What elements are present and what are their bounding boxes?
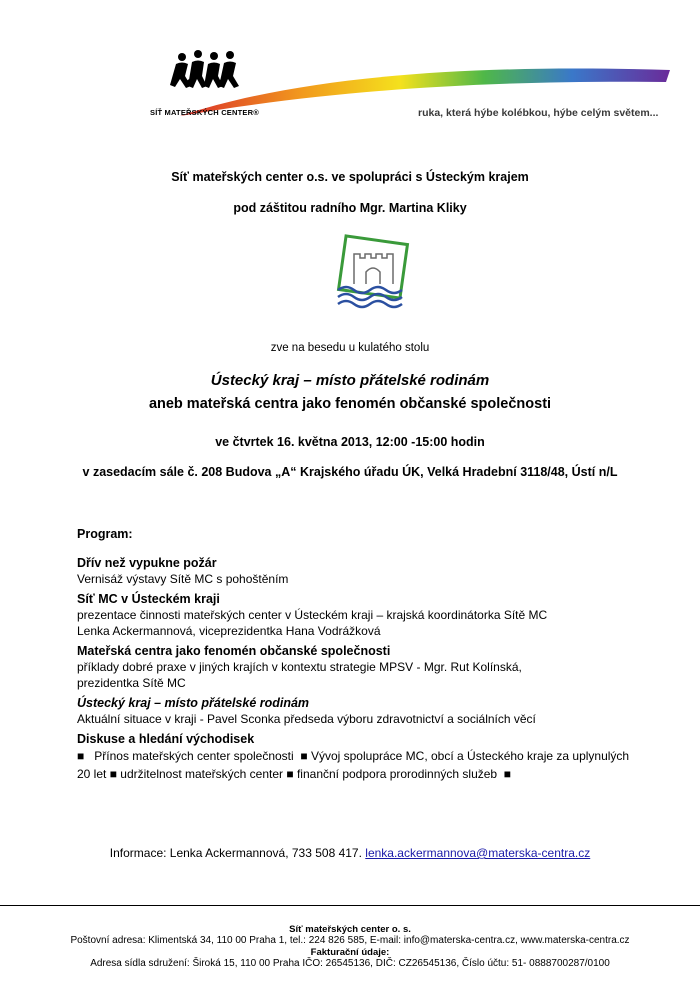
intro-line-2: pod záštitou radního Mgr. Martina Kliky <box>233 201 467 215</box>
program-item-text: Vernisáž výstavy Sítě MC s pohoštěním <box>77 572 289 586</box>
rainbow-swoosh <box>0 0 700 140</box>
program-heading: Program: <box>77 527 133 541</box>
footer-billing-label: Fakturační údaje: <box>310 947 390 958</box>
program-item-text: Lenka Ackermannová, viceprezidentka Hana Vodrážková <box>77 624 381 638</box>
program-item-title: Ústecký kraj – místo přátelské rodinám <box>77 696 310 710</box>
program-item-title: Síť MC v Ústeckém kraji <box>77 592 220 606</box>
discussion-topics <box>77 747 637 783</box>
contact-email-link[interactable]: lenka.ackermannova@materska-centra.cz <box>365 846 591 860</box>
letterhead <box>0 0 700 140</box>
topic-text: Přínos mateřských center společnosti <box>94 749 294 763</box>
footer-seat-address: Adresa sídla sdružení: Široká 15, 110 00 Praha IČO: 26545136, DIČ: CZ26545136, Číslo účtu: 51- 0888700287/0100 <box>90 958 610 969</box>
brand-name: SÍŤ MATEŘSKÝCH CENTER® <box>150 108 259 117</box>
program-item-text: prezentace činnosti mateřských center v Ústeckém kraji – krajská koordinátorka Sítě MC <box>77 608 548 622</box>
topic-text: udržitelnost mateřských center <box>120 767 284 781</box>
event-date-time: ve čtvrtek 16. května 2013, 12:00 -15:00 hodin <box>215 435 485 449</box>
square-bullet-icon: ■ <box>300 749 308 763</box>
regional-crest-icon <box>330 234 414 314</box>
event-title: Ústecký kraj – místo přátelské rodinám <box>210 372 490 389</box>
footer-postal-address: Poštovní adresa: Klimentská 34, 110 00 Praha 1, tel.: 224 826 585, E-mail: info@materska-centra.cz, www.materska-centra.cz <box>70 935 630 946</box>
footer-org-name: Síť mateřských center o. s. <box>289 924 411 935</box>
contact-text: Informace: Lenka Ackermannová, 733 508 417. <box>109 846 362 860</box>
topic-text: finanční podpora prorodinných služeb <box>296 767 498 781</box>
contact-info <box>0 846 700 860</box>
square-bullet-icon: ■ <box>109 767 117 781</box>
program-item-title: Mateřská centra jako fenomén občanské společnosti <box>77 644 391 658</box>
square-bullet-icon: ■ <box>286 767 294 781</box>
family-figures-logo-icon <box>170 50 239 88</box>
program-item-text: prezidentka Sítě MC <box>77 676 186 690</box>
square-bullet-icon: ■ <box>503 767 512 781</box>
program-item-title: Diskuse a hledání východisek <box>77 732 255 746</box>
square-bullet-icon: ■ <box>77 749 85 763</box>
slogan: ruka, která hýbe kolébkou, hýbe celým světem... <box>418 107 659 119</box>
program-section <box>77 527 637 783</box>
intro-line-1: Síť mateřských center o.s. ve spolupráci s Ústeckým krajem <box>171 170 529 184</box>
event-venue: v zasedacím sále č. 208 Budova „A“ Krajského úřadu ÚK, Velká Hradební 3118/48, Ústí n/L <box>82 465 618 479</box>
program-item-text: Aktuální situace v kraji - Pavel Sconka předseda výboru zdravotnictví a sociálních věcí <box>77 712 536 726</box>
event-subtitle: aneb mateřská centra jako fenomén občanské společnosti <box>148 396 552 412</box>
topic-text: Vývoj spolupráce MC, obcí a Ústeckého kraje za uplynulých 20 let <box>77 749 630 781</box>
program-item-title: Dřív než vypukne požár <box>77 556 217 570</box>
program-item-text: příklady dobré praxe v jiných krajích v kontextu strategie MPSV - Mgr. Rut Kolínská, <box>77 660 522 674</box>
footer-divider <box>0 905 700 906</box>
invitation-text: zve na besedu u kulatého stolu <box>270 342 430 354</box>
